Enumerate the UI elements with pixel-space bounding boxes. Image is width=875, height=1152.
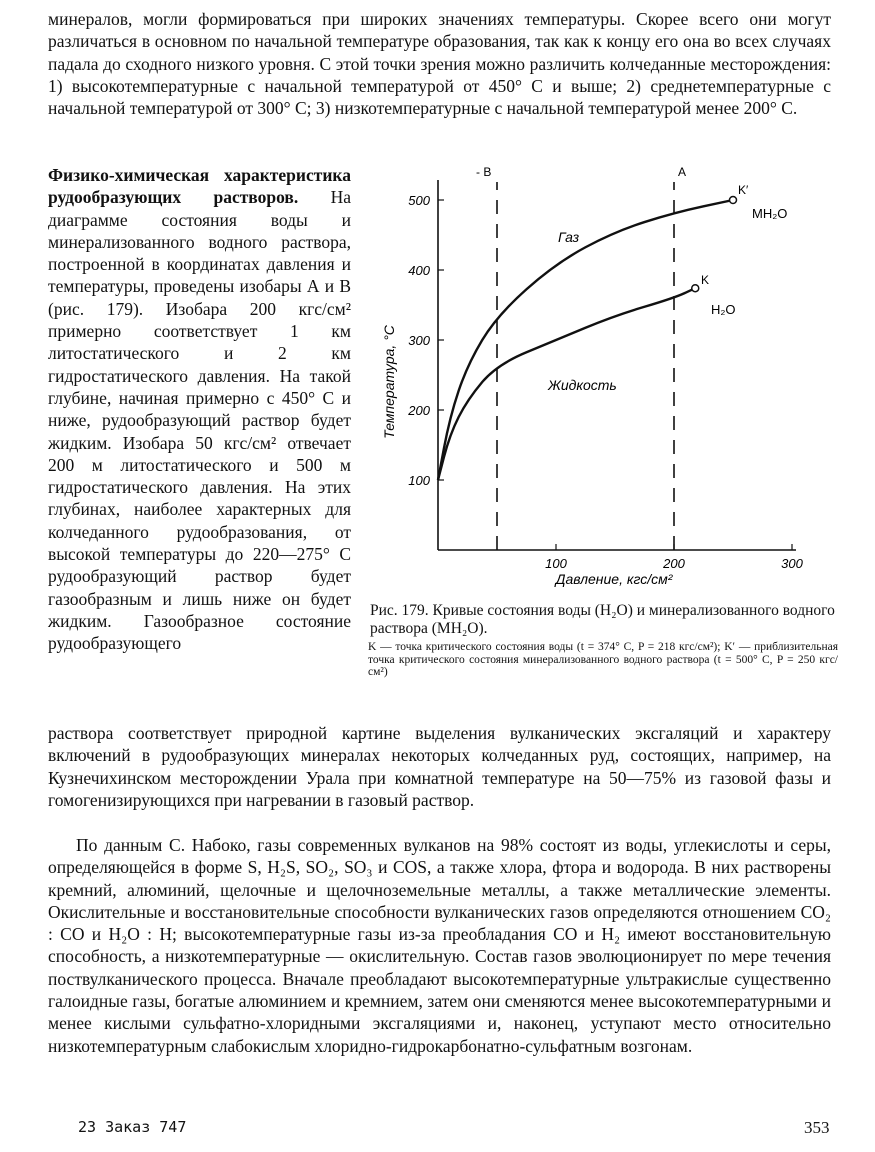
ylabel: Температура, °С bbox=[381, 325, 397, 439]
point-Kprime-label: K′ bbox=[738, 183, 749, 197]
curves bbox=[438, 197, 737, 481]
y-tick-label: 500 bbox=[408, 193, 430, 208]
paragraph-bottom: По данным С. Набоко, газы современных вулканов на 98% состоят из воды, углекислоты и серы, определяющейся в форме S, H₂S, SO₂, SO₃ и COS, а также хлора, фтора и водорода. В них растворены кремний, алюминий, щелочные и щелочноземельные металлы, а также металлические элементы. Окислительные и восстановительные способности вулканических газов определяются отношением CO₂ : CO и H₂O : H; высокотемпературные газы из-за преобладания CO и H₂ имеют восстановительную способность, а низкотемпературные — окислительную. Состав газов эволюционирует по мере течения поствулканического процесса. Вначале преобладают высокотемпературные ультракислые существенно галоидные газы, богатые алюминием и кремнием, затем они сменяются менее высокотемпературными и менее кислыми сульфатно-хлоридными эксгаляциями и, наконец, уступают место относительно низкотемпературным слабокислым хлоридно-гидрокарбонатно-сульфатным возгонам. bbox=[48, 835, 831, 1056]
isobar-A-label: A bbox=[678, 165, 687, 179]
page-number: 353 bbox=[804, 1118, 830, 1137]
x-tick-label: 300 bbox=[781, 556, 803, 571]
section-heading: Физико-химическая характеристика рудообразующих растворов. bbox=[48, 165, 351, 208]
phase-diagram bbox=[368, 160, 838, 592]
caption-note: K — точка критического состояния воды (t = 374° С, P = 218 кгс/см²); K′ — приблизительная точка критического состояния минерализованного водного раствора (t = 500° С, P = 250 кгс/см²) bbox=[368, 641, 838, 678]
figure-caption bbox=[368, 602, 838, 679]
region-liquid-label: Жидкость bbox=[548, 377, 617, 393]
phase-diagram-svg bbox=[368, 160, 838, 592]
y-tick-label: 300 bbox=[408, 333, 430, 348]
axes bbox=[438, 180, 796, 550]
series-H2O-label: H₂O bbox=[711, 302, 736, 317]
paragraph-left-column bbox=[48, 164, 351, 655]
series-MH₂O bbox=[438, 200, 733, 480]
xlabel: Давление, кгс/см² bbox=[555, 571, 673, 587]
y-tick-label: 200 bbox=[408, 403, 430, 418]
series-MH2O-label: MH₂O bbox=[752, 206, 788, 221]
footer-signature: 23 Заказ 747 bbox=[78, 1118, 187, 1136]
point-K-label: K bbox=[701, 273, 710, 287]
y-tick-label: 400 bbox=[408, 263, 430, 278]
critical-point-K bbox=[692, 285, 699, 292]
y-tick-label: 100 bbox=[408, 473, 430, 488]
left-body: На диаграмме состояния воды и минерализованного водного раствора, построенной в координатах давления и температуры, проведены изобары А и В (рис. 179). Изобара 200 кгс/см² примерно соответствует 1 км литостатического и 2 км гидростатического давления. На такой глубине, начиная примерно с 450° С и ниже, рудообразующий раствор будет жидким. Изобара 50 кгс/см² отвечает 200 м литостатического и 500 м гидростатического давления. На этих глубинах, наиболее характерных для колчеданного рудообразования, от высокой температуры до 220—275° С рудообразующий раствор будет газообразным и лишь ниже он будет жидким. Газообразное состояние рудообразующего bbox=[48, 187, 351, 654]
isobar-B-label: - B bbox=[476, 165, 492, 179]
x-tick-label: 200 bbox=[663, 556, 685, 571]
paragraph-top: минералов, могли формироваться при широких значениях температуры. Скорее всего они могут различаться в основном по начальной температуре образования, так как к концу его она во всех случаях падала до сходного низкого уровня. С этой точки зрения можно различить колчеданные месторождения: 1) высокотемпературные с начальной температурой от 450° С и выше; 2) среднетемпературные с начальной температурой от 300° С; 3) низкотемпературные с начальной температурой менее 200° С. bbox=[48, 9, 831, 119]
paragraph-middle: раствора соответствует природной картине выделения вулканических эксгаляций и характеру включений в рудообразующих минералах некоторых колчеданных руд, состоящих, например, на Кузнечихинском месторождении Урала при комнатной температуре на 50—75% из газовой фазы и гомогенизирующихся при нагревании в газовый раствор. bbox=[48, 723, 831, 810]
region-gas-label: Газ bbox=[558, 229, 580, 245]
critical-point-K′ bbox=[730, 197, 737, 204]
isobars bbox=[497, 182, 674, 550]
caption-title: Рис. 179. Кривые состояния воды (H₂O) и минерализованного водного раствора (MH₂O). bbox=[370, 602, 835, 637]
x-tick-label: 100 bbox=[545, 556, 567, 571]
